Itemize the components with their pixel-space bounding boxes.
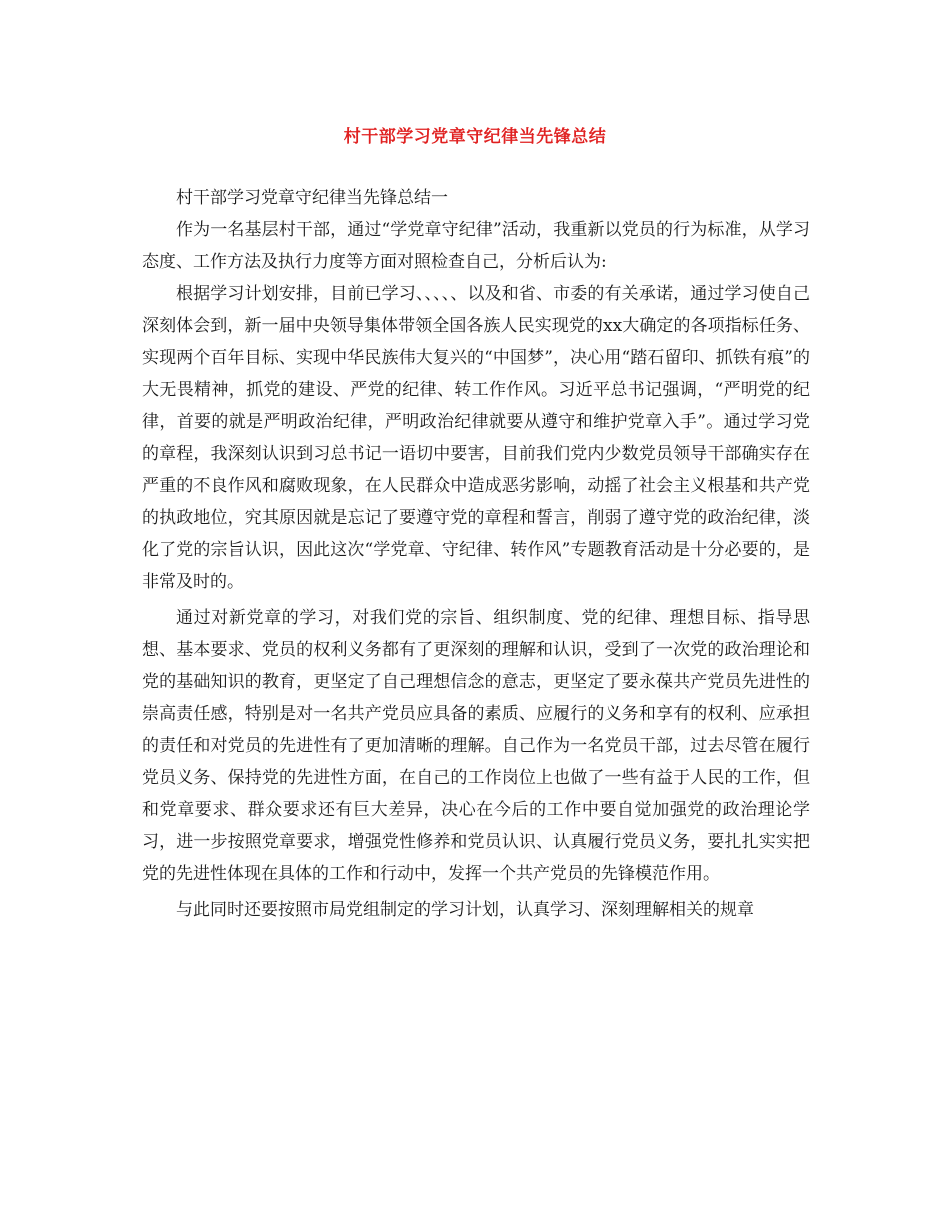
document-title: 村干部学习党章守纪律当先锋总结	[343, 127, 607, 147]
paragraph: 根据学习计划安排，目前已学习、、、、、以及和省、市委的有关承诺，通过学习使自己深刻体会到，新一届中央领导集体带领全国各族人民实现党的xx大确定的各项指标任务、实现两个百年目标、实现中华民族伟大复兴的“中国梦”，决心用“踏石留印、抓铁有痕”的大无畏精神，抓党的建设、严党的纪律、转工作作风。习近平总书记强调，“严明党的纪律，首要的就是严明政治纪律，严明政治纪律就要从遵守和维护党章入手”。通过学习党的章程，我深刻认识到习总书记一语切中要害，目前我们党内少数党员领导干部确实存在严重的不良作风和腐败现象，在人民群众中造成恶劣影响，动摇了社会主义根基和共产党的执政地位，究其原因就是忘记了要遵守党的章程和誓言，削弱了遵守党的政治纪律，淡化了党的宗旨认识，因此这次“学党章、守纪律、转作风”专题教育活动是十分必要的，是非常及时的。	[142, 284, 810, 592]
paragraph: 通过对新党章的学习，对我们党的宗旨、组织制度、党的纪律、理想目标、指导思想、基本要求、党员的权利义务都有了更深刻的理解和认识，受到了一次党的政治理论和党的基础知识的教育，更坚定了自己理想信念的意志，更坚定了要永葆共产党员先进性的崇高责任感，特别是对一名共产党员应具备的素质、应履行的义务和享有的权利、应承担的责任和对党员的先进性有了更加清晰的理解。自己作为一名党员干部，过去尽管在履行党员义务、保持党的先进性方面，在自己的工作岗位上也做了一些有益于人民的工作，但和党章要求、群众要求还有巨大差异，决心在今后的工作中要自觉加强党的政治理论学习，进一步按照党章要求，增强党性修养和党员认识、认真履行党员义务，要扎扎实实把党的先进性体现在具体的工作和行动中，发挥一个共产党员的先锋模范作用。	[142, 608, 810, 884]
paragraph: 作为一名基层村干部，通过“学党章守纪律”活动，我重新以党员的行为标准，从学习态度、工作方法及执行力度等方面对照检查自己，分析后认为:	[142, 220, 810, 272]
paragraph: 与此同时还要按照市局党组制定的学习计划，认真学习、深刻理解相关的规章	[176, 900, 754, 920]
section-heading: 村干部学习党章守纪律当先锋总结一	[176, 188, 448, 208]
document-body	[142, 182, 810, 926]
